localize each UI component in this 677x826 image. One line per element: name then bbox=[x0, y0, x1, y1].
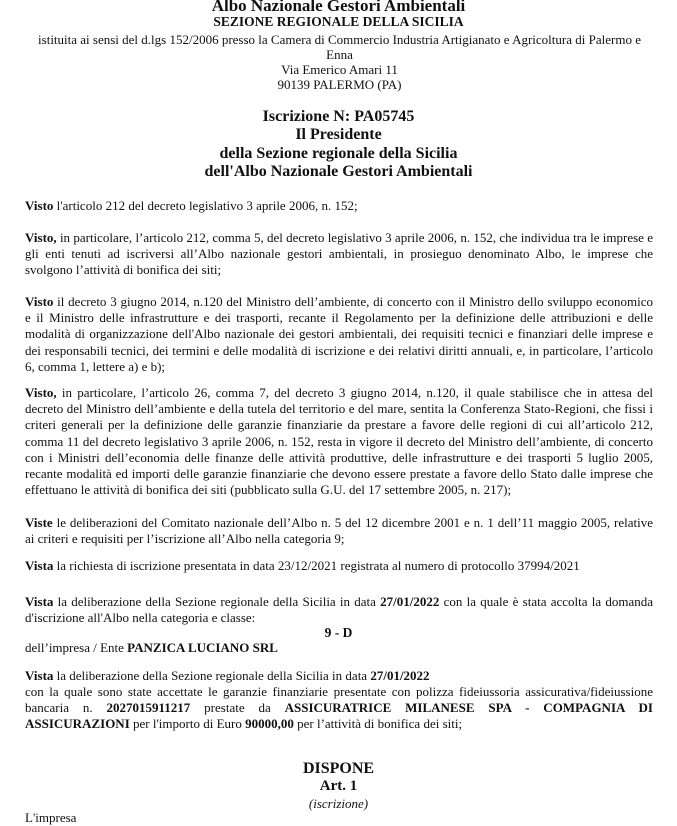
paragraph-deliberation-2-heading bbox=[25, 668, 653, 684]
paragraph-text: per l’attività di bonifica dei siti; bbox=[293, 716, 463, 732]
paragraph-lead: Visto, bbox=[25, 230, 57, 245]
paragraph-text: la deliberazione della Sezione regionale della Sicilia in data bbox=[53, 668, 371, 683]
president-title: Il Presidente bbox=[295, 126, 382, 143]
paragraph-visto-4 bbox=[25, 385, 653, 498]
paragraph-viste bbox=[25, 515, 653, 547]
deliberation-date: 27/01/2022 bbox=[380, 594, 440, 609]
paragraph-deliberation-1 bbox=[25, 594, 653, 626]
company-prefix: dell’impresa / Ente bbox=[25, 640, 128, 655]
paragraph-lead: Viste bbox=[25, 515, 53, 530]
company-name: PANZICA LUCIANO SRL bbox=[127, 640, 278, 655]
article-heading: Art. 1 bbox=[319, 778, 358, 794]
header-established-line1: istituita ai sensi del d.lgs 152/2006 presso la Camera di Commercio Industria Artigianato e Agricoltura di Palermo e bbox=[38, 32, 641, 47]
paragraph-lead: Visto bbox=[25, 198, 54, 213]
paragraph-visto-1 bbox=[25, 198, 653, 214]
policy-number: 2027015911217 bbox=[106, 700, 191, 716]
paragraph-deliberation-2-body bbox=[25, 684, 653, 733]
paragraph-lead: Vista bbox=[25, 594, 54, 609]
president-section: della Sezione regionale della Sicilia bbox=[219, 145, 458, 162]
paragraph-lead: Vista bbox=[25, 668, 54, 683]
paragraph-text: in particolare, l’articolo 212, comma 5, del decreto legislativo 3 aprile 2006, n. 152, che individua tra le imprese e gli enti tenuti ad iscriversi all’Albo nazionale gestori ambientali, in prosieguo denominato Albo, le imprese che svolgono l’attività di bonifica dei siti; bbox=[25, 230, 653, 278]
paragraph-text: le deliberazioni del Comitato nazionale dell’Albo n. 5 del 12 dicembre 2001 e n. 1 dell’11 maggio 2005, relative ai criteri e requisiti per l’iscrizione all’Albo nella categoria 9; bbox=[25, 515, 653, 547]
company-line bbox=[25, 640, 653, 656]
deliberation-date: 27/01/2022 bbox=[370, 668, 430, 683]
header-title: Albo Nazionale Gestori Ambientali bbox=[211, 0, 466, 15]
guarantee-amount: 90000,00 bbox=[245, 716, 294, 732]
paragraph-lead: Visto bbox=[25, 294, 54, 309]
paragraph-vista-request bbox=[25, 558, 653, 574]
paragraph-text: con la quale sono state accettate le garanzie finanziarie presentate con polizza fideiussoria assicurativa/fideiussione bancaria n. bbox=[25, 684, 653, 716]
dispone-heading: DISPONE bbox=[302, 760, 375, 777]
insurer-name: ASSICURATRICE MILANESE SPA - COMPAGNIA DI ASSICURAZIONI bbox=[25, 700, 653, 732]
header-address-city: 90139 PALERMO (PA) bbox=[277, 77, 402, 92]
paragraph-text: in particolare, l’articolo 26, comma 7, del decreto 3 giugno 2014, n.120, il quale stabilisce che in attesa del decreto del Ministro dell’ambiente e della tutela del territorio e del mare, sentita la Conferenza Stato-Regioni, che fissi i criteri generali per la definizione delle garanzie finanziarie da prestare a favore delle regioni di cui all’articolo 212, comma 11 del decreto legislativo 3 aprile 2006, n. 152, resta in vigore il decreto del Ministro dell’ambiente, di concerto con i Ministri dell’economia delle finanze delle attività produttive, delle infrastrutture e dei trasporti 5 luglio 2005, recante modalità ed importi delle garanzie finanziarie che devono essere prestate a favore dello Stato dalle imprese che effettuano le attività di bonifica dei siti (pubblicato sulla G.U. del 17 settembre 2005, n. 217); bbox=[25, 385, 653, 498]
paragraph-text: prestate da bbox=[190, 700, 285, 716]
paragraph-text: per l'importo di Euro bbox=[129, 716, 246, 732]
paragraph-visto-3 bbox=[25, 294, 653, 375]
paragraph-text: la richiesta di iscrizione presentata in data 23/12/2021 registrata al numero di protocollo 37994/2021 bbox=[53, 558, 580, 573]
paragraph-lead: Vista bbox=[25, 558, 54, 573]
category-class: 9 - D bbox=[324, 625, 353, 640]
article-subtitle: (iscrizione) bbox=[308, 796, 369, 811]
paragraph-lead: Visto, bbox=[25, 385, 57, 400]
truncated-text: L'impresa bbox=[25, 810, 77, 825]
paragraph-text: l'articolo 212 del decreto legislativo 3 aprile 2006, n. 152; bbox=[53, 198, 358, 213]
registration-number: Iscrizione N: PA05745 bbox=[262, 108, 415, 125]
paragraph-visto-2 bbox=[25, 230, 653, 279]
header-section: SEZIONE REGIONALE DELLA SICILIA bbox=[213, 14, 464, 29]
header-address-street: Via Emerico Amari 11 bbox=[281, 62, 398, 77]
paragraph-text: la deliberazione della Sezione regionale della Sicilia in data bbox=[53, 594, 381, 609]
president-albo: dell'Albo Nazionale Gestori Ambientali bbox=[204, 163, 473, 180]
paragraph-text: con la quale è stata accolta la domanda d'iscrizione all'Albo nella categoria e classe: bbox=[25, 594, 654, 626]
paragraph-text: il decreto 3 giugno 2014, n.120 del Ministro dell’ambiente, di concerto con il Ministro dello sviluppo economico e il Ministro delle infrastrutture e dei trasporti, recante il Regolamento per la definizione delle attribuzioni e delle modalità di organizzazione dell'Albo nazionale dei gestori ambientali, dei requisiti tecnici e finanziari delle imprese e dei responsabili tecnici, dei termini e delle modalità di iscrizione e dei relativi diritti annuali, e, in particolare, l’articolo 6, comma 1, lettere a) e b); bbox=[25, 294, 653, 374]
header-established-line2: Enna bbox=[326, 47, 353, 62]
